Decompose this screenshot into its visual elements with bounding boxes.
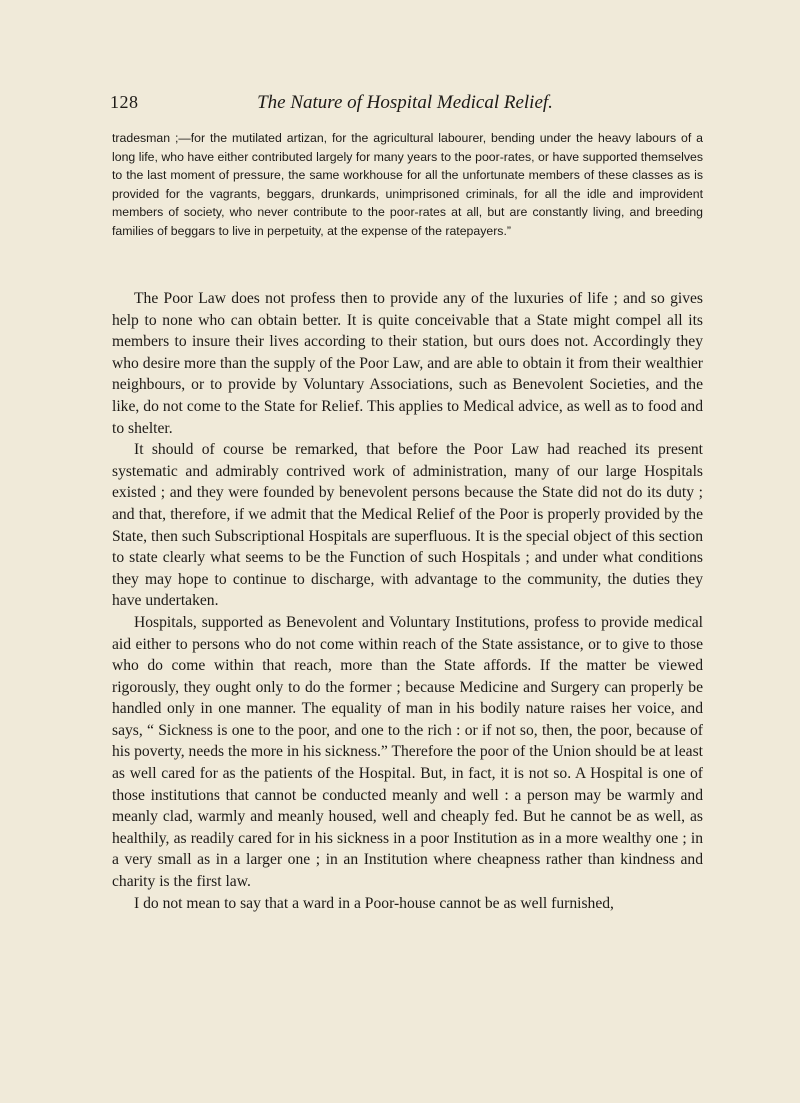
paragraph-hospitals-existed: It should of course be remarked, that before the Poor Law had reached its present systematic and admirably contrived work of administration, many of our large Hospitals existed ; and they were founded by benevolent persons because the State did not do its duty ; and that, therefore, if we admit that the Medical Relief of the Poor is properly provided by the State, then such Subscriptional Hospitals are superfluous. It is the special object of this section to state clearly what seems to be the Function of such Hospitals ; and under what conditions they may hope to continue to discharge, with advantage to the community, the duties they have undertaken. (112, 441, 703, 610)
body-text (112, 288, 703, 914)
paragraph-poor-house-ward: I do not mean to say that a ward in a Poor-house cannot be as well furnished, (134, 894, 614, 912)
paragraph-poor-law-luxuries: The Poor Law does not profess then to provide any of the luxuries of life ; and so gives help to none who can obtain better. It is quite conceivable that a State might compel all its members to insure their lives according to their station, but ours does not. Accordingly they who desire more than the supply of the Poor Law, and are able to obtain it from their wealthier neighbours, or to provide by Voluntary Associations, such as Benevolent Societies, and the like, do not come to the State for Relief. This applies to Medical advice, as well as to food and to shelter. (112, 290, 703, 437)
quotation-continuation: tradesman ;—for the mutilated artizan, for the agricultural labourer, bending under the heavy labours of a long life, who have either contributed largely for many years to the poor-rates, or have supported themselves to the last moment of pressure, the same workhouse for all the unfortunate members of these classes as is provided for the vagrants, beggars, drunkards, unimprisoned criminals, for all the idle and improvident members of society, who never contribute to the poor-rates at all, but are constantly living, and breeding families of beggars to live in perpetuity, at the expense of the ratepayers.” (112, 131, 703, 238)
page-number: 128 (110, 92, 139, 112)
running-head (110, 92, 700, 122)
running-title: The Nature of Hospital Medical Relief. (257, 92, 553, 113)
paragraph-voluntary-institutions: Hospitals, supported as Benevolent and Voluntary Institutions, profess to provide medical aid either to persons who do not come within reach of the State assistance, or to give to those who do come within that reach, more than the State affords. If the matter be viewed rigorously, they ought only to do the former ; because Medicine and Surgery can properly be handled only in one manner. The equality of man in his bodily nature raises her voice, and says, “ Sickness is one to the poor, and one to the rich : or if not so, then, the poor, because of his poverty, needs the more in his sickness.” Therefore the poor of the Union should be at least as well cared for as the patients of the Hospital. But, in fact, it is not so. A Hospital is one of those institutions that cannot be conducted meanly and well : a person may be warmly and meanly clad, warmly and meanly housed, well and cheaply fed. But he cannot be as well, as healthily, as readily cared for in his sickness in a poor Institution as in a more wealthy one ; in a very small as in a larger one ; in an Institution where cheapness rather than kindness and charity is the first law. (112, 613, 703, 891)
